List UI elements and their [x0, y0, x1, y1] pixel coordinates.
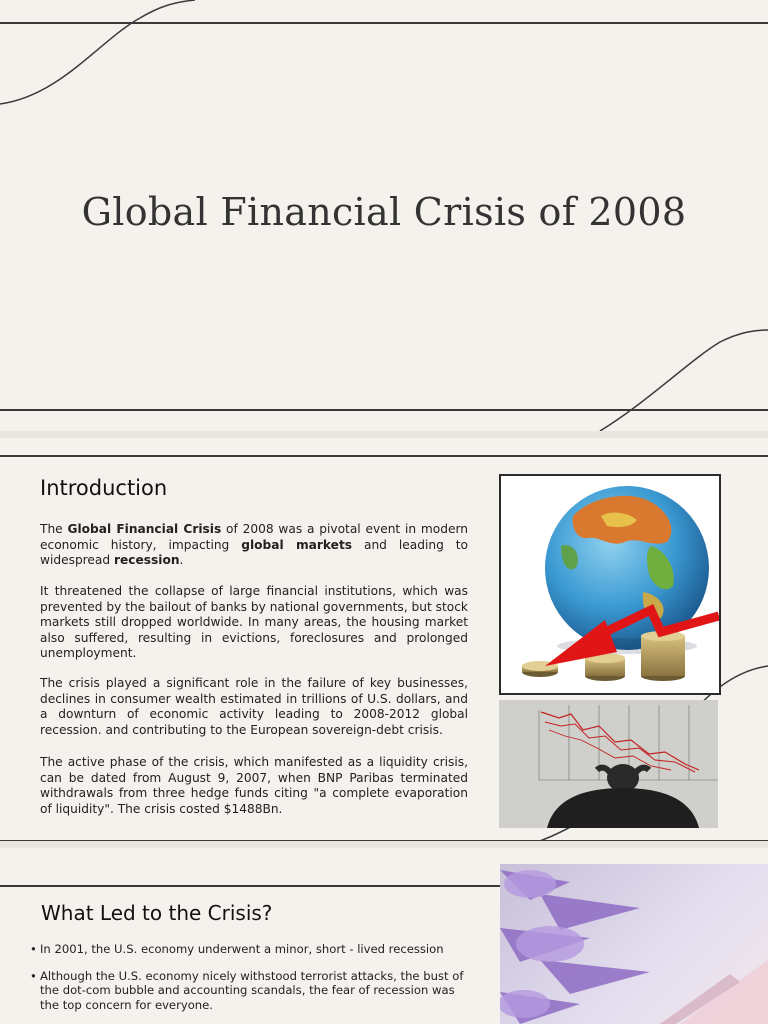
abstract-purple-image	[500, 864, 768, 1024]
paragraph: The active phase of the crisis, which manifested as a liquidity crisis, can be dated from August 9, 2007, when BNP Paribas terminated withdrawals from three hedge funds citing "a complete evaporation of liquidity". The crisis costed $1488Bn.	[40, 755, 468, 816]
falling-chart-man-image	[499, 700, 718, 828]
paragraph: It threatened the collapse of large financial institutions, which was prevented by the bailout of banks by national governments, but stock markets still dropped worldwide. In many areas, the housing market also suffered, resulting in evictions, foreclosures and prolonged unemployment.	[40, 584, 468, 661]
top-divider-line	[0, 22, 768, 24]
intro-paragraph	[40, 522, 468, 569]
globe-coins-image	[499, 474, 721, 695]
paragraph: The crisis played a significant role in the failure of key businesses, declines in consumer wealth estimated in trillions of U.S. dollars, and a downturn of economic activity leading to 2008-2012 global recession. and contributing to the European sovereign-debt crisis.	[40, 676, 468, 737]
list-item: • Although the U.S. economy nicely withstood terrorist attacks, the bust of the dot-com bubble and accounting scandals, the fear of recession was the top concern for everyone.	[30, 969, 476, 1012]
introduction-slide	[0, 438, 768, 841]
section-heading: Introduction	[40, 476, 168, 500]
section-heading: What Led to the Crisis?	[41, 901, 273, 925]
bold-term: recession	[114, 553, 180, 568]
list-item: • In 2001, the U.S. economy underwent a minor, short - lived recession	[30, 942, 476, 956]
text-run: and leading to widespread	[40, 537, 468, 568]
causes-slide	[0, 848, 768, 1024]
page-title: Global Financial Crisis of 2008	[81, 190, 687, 234]
bold-term: Global Financial Crisis	[67, 522, 222, 536]
text-run: The	[40, 522, 68, 536]
bottom-divider-line	[0, 409, 768, 411]
text-run: .	[179, 553, 184, 568]
bold-term: global markets	[241, 537, 353, 552]
title-slide	[0, 0, 768, 431]
text-run: of 2008 was a pivotal event in modern economic history, impacting	[40, 522, 469, 552]
bullet-list	[30, 942, 476, 1024]
